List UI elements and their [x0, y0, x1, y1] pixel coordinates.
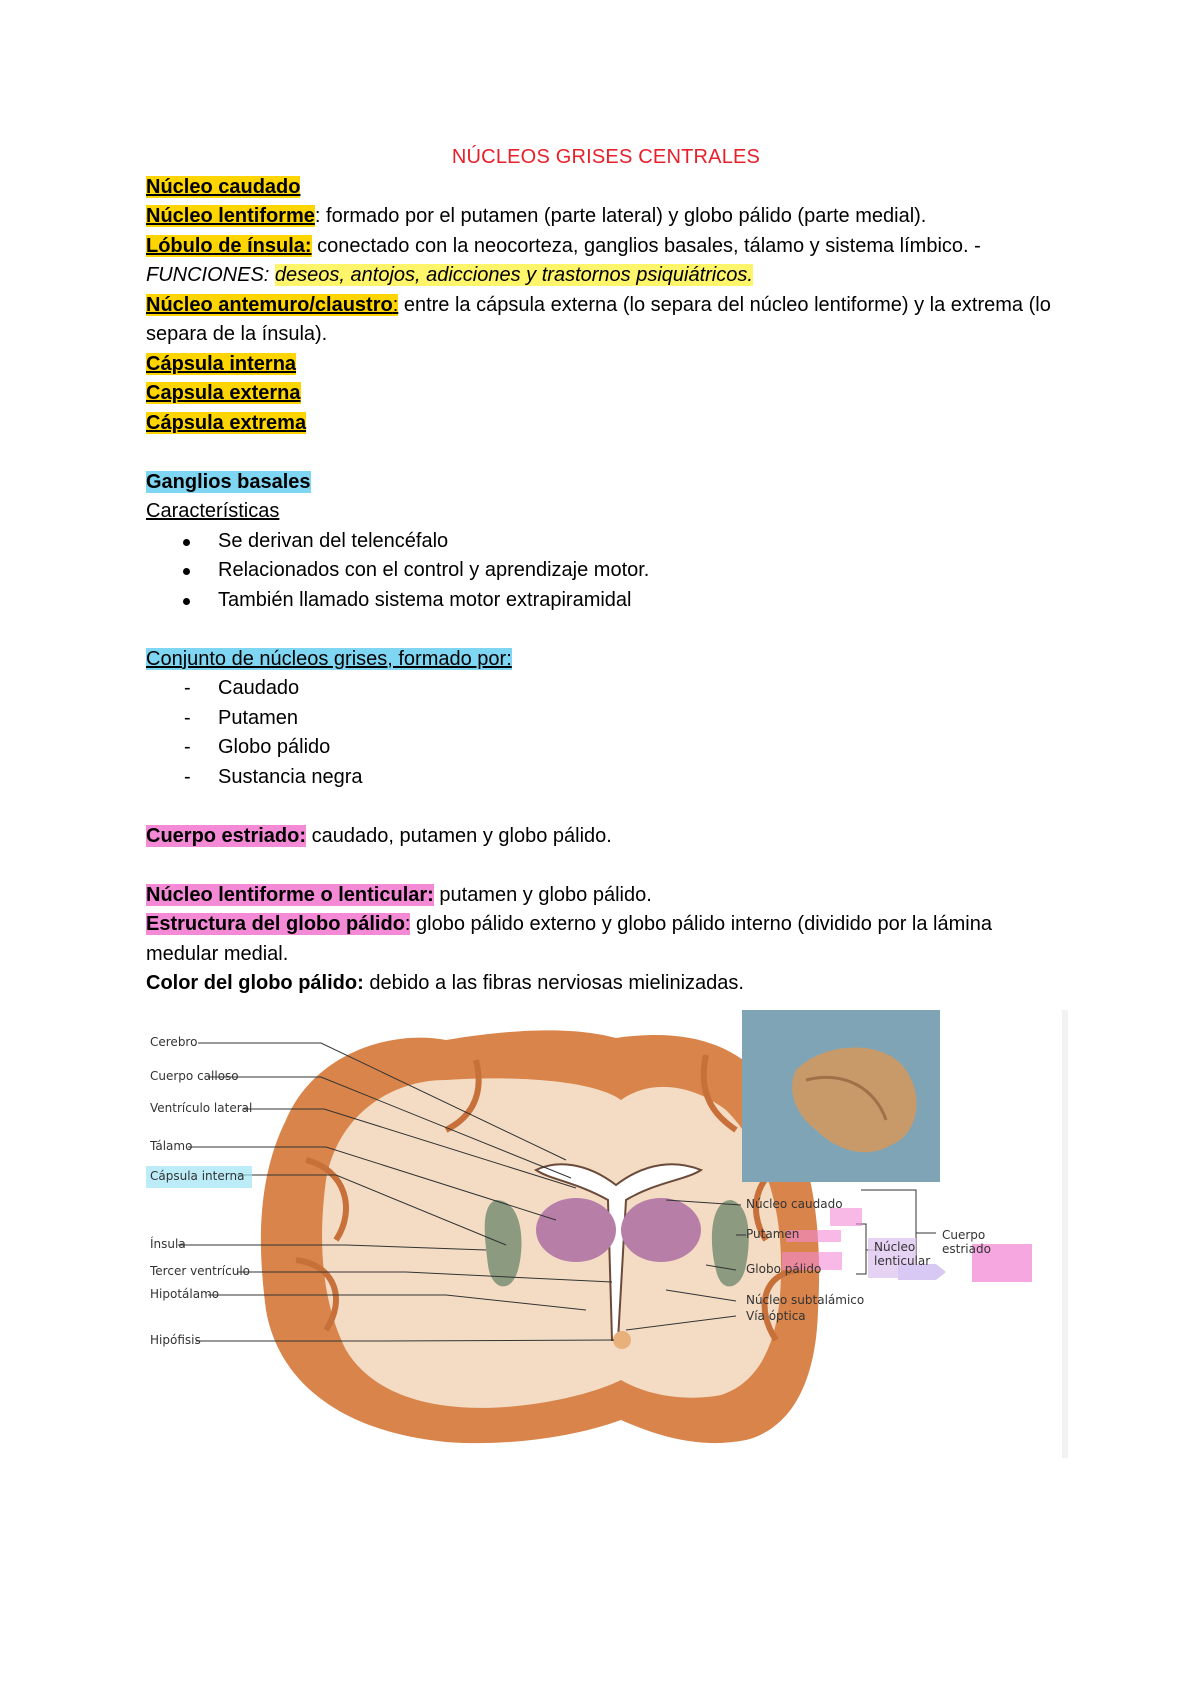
term-estructura: Estructura del globo pálido — [146, 913, 405, 935]
def-insula — [146, 232, 1066, 291]
label-cuerpo-calloso: Cuerpo calloso — [150, 1069, 239, 1083]
label-cuerpo-estriado: Cuerpo estriado — [942, 1228, 991, 1256]
caracteristicas-heading: Características — [146, 500, 280, 522]
def-lentiforme — [146, 202, 1066, 232]
list-item: - Sustancia negra — [146, 763, 1066, 793]
list-item: Relacionados con el control y aprendizaje motor. — [146, 556, 1066, 586]
label-tercer-ventriculo: Tercer ventrículo — [150, 1264, 251, 1278]
text-claustro: entre la cápsula externa (lo separa del núcleo lentiforme) y la extrema (lo separa de la ínsula). — [146, 293, 1051, 345]
label-putamen: Putamen — [746, 1227, 800, 1241]
figure-edge — [1062, 1010, 1068, 1458]
label-nucleo-subtalamico: Núcleo subtalámico — [746, 1293, 865, 1307]
def-claustro — [146, 291, 1066, 350]
def-estructura: Estructura del globo pálido: globo pálido externo y globo pálido interno (dividido por la lámina medular medial. — [146, 913, 992, 965]
def-caudado — [146, 173, 1066, 203]
term-caudado: Núcleo caudado — [146, 175, 301, 198]
document-content — [146, 143, 1066, 999]
insula-func: deseos, antojos, adicciones y trastornos psiquiátricos. — [274, 264, 753, 286]
conjunto-line — [146, 645, 1066, 675]
spacer — [146, 851, 1066, 881]
thalamus-right — [621, 1198, 701, 1262]
hypophysis — [613, 1331, 631, 1349]
term-claustro: Núcleo antemuro/claustro — [146, 293, 393, 316]
ganglios-heading: Ganglios basales — [146, 470, 311, 493]
putamen-right — [712, 1200, 749, 1286]
bullet-icon — [183, 539, 190, 546]
claustro-colon: : — [392, 293, 399, 316]
term-capsula-extrema: Cápsula extrema — [146, 411, 307, 434]
label-via-optica: Vía óptica — [746, 1309, 806, 1323]
label-capsula-interna: Cápsula interna — [150, 1169, 245, 1183]
term-insula: Lóbulo de ínsula: — [146, 234, 312, 257]
bullet-icon — [183, 568, 190, 575]
insula-func-label: FUNCIONES: — [146, 264, 275, 286]
label-insula: Ínsula — [150, 1237, 186, 1251]
list-item: Se derivan del telencéfalo — [146, 527, 1066, 557]
caracteristicas-line — [146, 497, 1066, 527]
page-title: NÚCLEOS GRISES CENTRALES — [451, 146, 761, 168]
bullet-icon — [183, 598, 190, 605]
brain-section-figure — [146, 1010, 1068, 1458]
term-capsula-externa: Capsula externa — [146, 382, 301, 404]
text-lentiforme: : formado por el putamen (parte lateral) y globo pálido (parte medial). — [314, 205, 927, 227]
text-insula: conectado con la neocorteza, ganglios basales, tálamo y sistema límbico. - — [311, 234, 981, 257]
term-color: Color del globo pálido: — [146, 972, 364, 994]
def-color: Color del globo pálido: debido a las fibras nerviosas mielinizadas. — [146, 972, 744, 994]
list-item: - Caudado — [146, 674, 1066, 704]
dash-marker: - — [184, 736, 191, 758]
list-item: También llamado sistema motor extrapiramidal — [146, 586, 1066, 616]
spacer — [146, 438, 1066, 468]
label-cerebro: Cerebro — [150, 1035, 198, 1049]
list-item: - Globo pálido — [146, 733, 1066, 763]
label-hipofisis: Hipófisis — [150, 1333, 201, 1347]
ganglios-heading-line — [146, 468, 1066, 498]
dash-marker: - — [184, 706, 191, 729]
label-globo-palido: Globo pálido — [746, 1262, 822, 1276]
term-lenticular: Núcleo lentiforme o lenticular: — [146, 883, 434, 906]
def-capsula-externa — [146, 379, 1066, 409]
dash-marker: - — [184, 677, 191, 699]
term-lentiforme: Núcleo lentiforme — [146, 205, 315, 227]
conjunto-heading: Conjunto de núcleos grises, formado por: — [146, 647, 512, 670]
brain-diagram — [146, 1010, 1068, 1458]
def-estriado: Cuerpo estriado: caudado, putamen y globo pálido. — [146, 824, 612, 847]
label-ventriculo-lateral: Ventrículo lateral — [150, 1101, 253, 1115]
term-estriado: Cuerpo estriado: — [146, 824, 307, 847]
label-hipotalamo: Hipotálamo — [150, 1287, 220, 1301]
def-lenticular: Núcleo lentiforme o lenticular: putamen y globo pálido. — [146, 883, 652, 906]
thalamus-left — [536, 1198, 616, 1262]
conjunto-list — [146, 674, 1066, 792]
label-nucleo-caudado: Núcleo caudado — [746, 1197, 843, 1211]
label-nucleo-lenticular: Núcleo lenticular — [874, 1240, 931, 1268]
spacer — [146, 615, 1066, 645]
caracteristicas-list — [146, 527, 1066, 616]
spacer — [146, 792, 1066, 822]
def-capsula-extrema — [146, 409, 1066, 439]
label-talamo: Tálamo — [150, 1139, 193, 1153]
dash-marker: - — [184, 765, 191, 788]
term-capsula-interna: Cápsula interna — [146, 352, 297, 375]
list-item: - Putamen — [146, 704, 1066, 734]
def-capsula-interna — [146, 350, 1066, 380]
